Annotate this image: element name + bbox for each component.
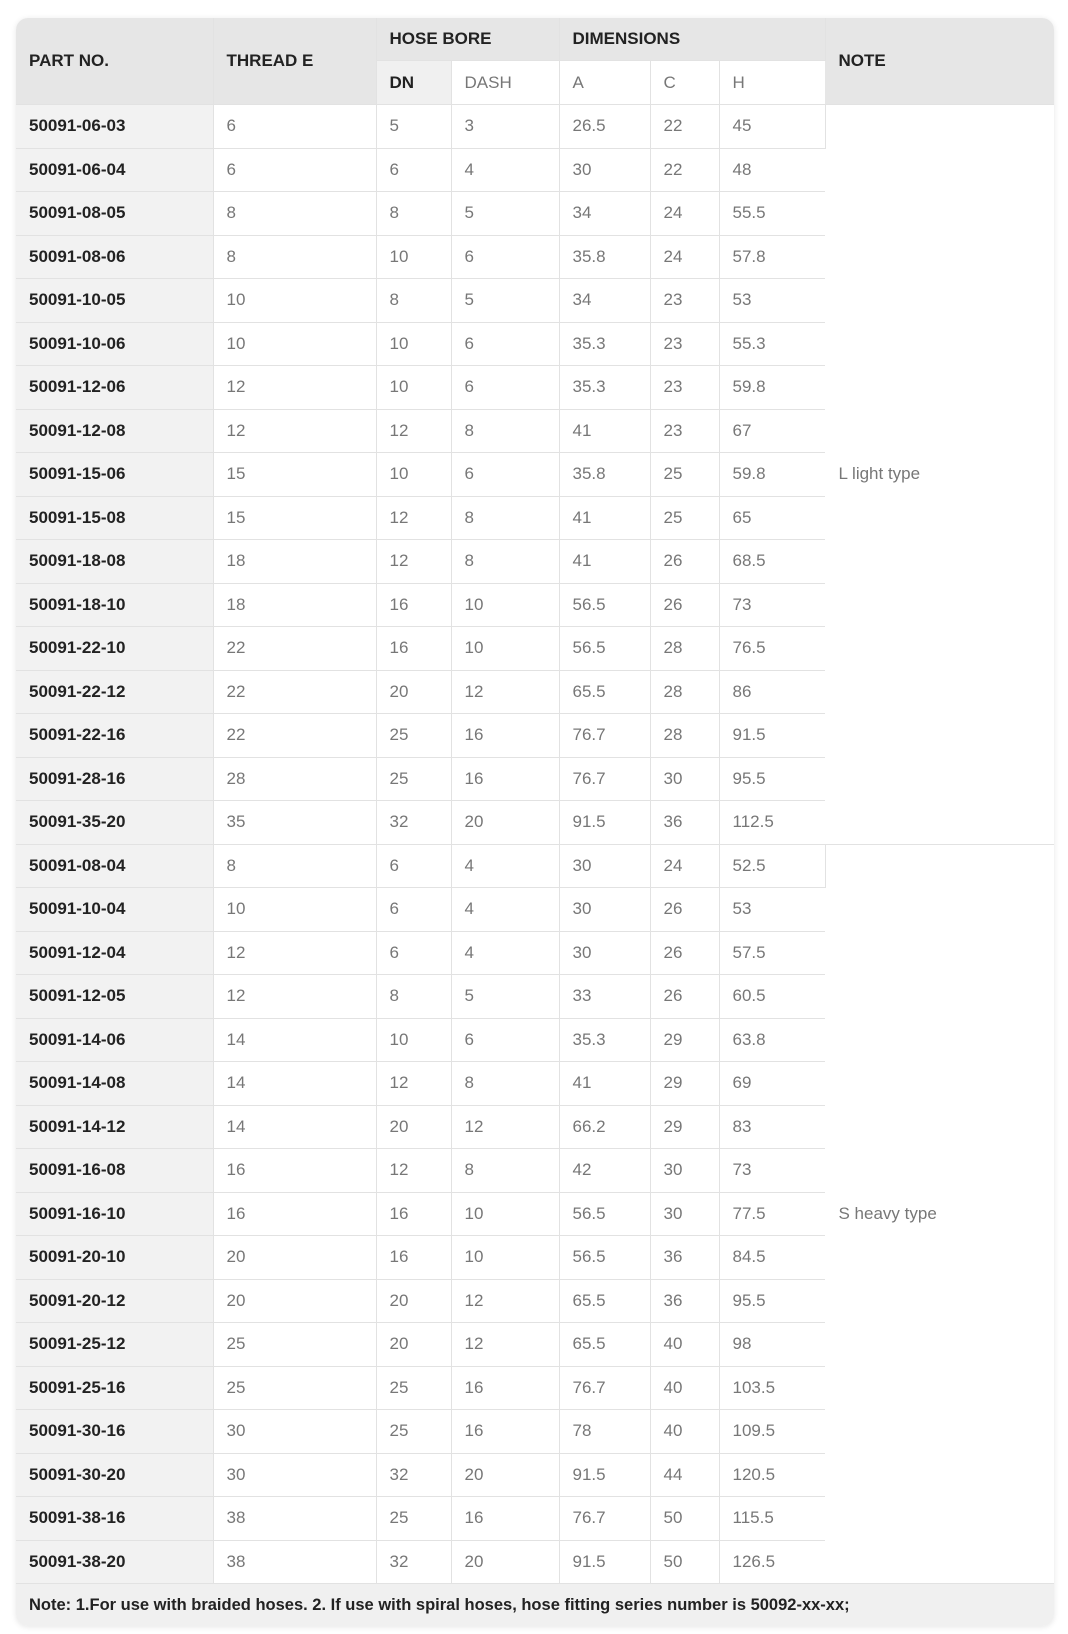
cell-dn: 6 <box>376 844 451 888</box>
cell-c: 26 <box>650 583 719 627</box>
cell-c: 29 <box>650 1018 719 1062</box>
cell-thread-e: 12 <box>213 975 376 1019</box>
cell-dash: 4 <box>451 888 559 932</box>
cell-c: 26 <box>650 975 719 1019</box>
table-row <box>16 844 1054 888</box>
cell-part-no: 50091-08-06 <box>16 235 213 279</box>
cell-a: 76.7 <box>559 757 650 801</box>
cell-thread-e: 22 <box>213 714 376 758</box>
table-header <box>16 18 1054 105</box>
cell-part-no: 50091-14-06 <box>16 1018 213 1062</box>
cell-dn: 12 <box>376 409 451 453</box>
cell-part-no: 50091-10-06 <box>16 322 213 366</box>
header-dimensions: DIMENSIONS <box>559 18 825 61</box>
cell-part-no: 50091-38-20 <box>16 1540 213 1584</box>
cell-a: 35.3 <box>559 366 650 410</box>
cell-thread-e: 6 <box>213 148 376 192</box>
cell-a: 30 <box>559 844 650 888</box>
cell-dash: 6 <box>451 322 559 366</box>
cell-dash: 4 <box>451 931 559 975</box>
cell-h: 67 <box>719 409 825 453</box>
cell-h: 53 <box>719 888 825 932</box>
cell-a: 66.2 <box>559 1105 650 1149</box>
cell-h: 95.5 <box>719 1279 825 1323</box>
cell-thread-e: 16 <box>213 1149 376 1193</box>
header-dash: DASH <box>451 61 559 105</box>
cell-c: 24 <box>650 235 719 279</box>
cell-dn: 16 <box>376 583 451 627</box>
cell-c: 28 <box>650 714 719 758</box>
cell-dash: 12 <box>451 1323 559 1367</box>
cell-dn: 10 <box>376 366 451 410</box>
cell-h: 65 <box>719 496 825 540</box>
cell-h: 91.5 <box>719 714 825 758</box>
cell-dn: 12 <box>376 496 451 540</box>
cell-part-no: 50091-20-10 <box>16 1236 213 1280</box>
cell-thread-e: 14 <box>213 1062 376 1106</box>
spec-table-card <box>16 18 1054 1626</box>
cell-dn: 32 <box>376 801 451 845</box>
cell-thread-e: 22 <box>213 670 376 714</box>
cell-c: 28 <box>650 670 719 714</box>
cell-a: 56.5 <box>559 583 650 627</box>
cell-h: 59.8 <box>719 366 825 410</box>
cell-thread-e: 8 <box>213 235 376 279</box>
cell-thread-e: 15 <box>213 496 376 540</box>
cell-a: 30 <box>559 148 650 192</box>
cell-a: 91.5 <box>559 1453 650 1497</box>
cell-dash: 12 <box>451 1279 559 1323</box>
cell-dash: 12 <box>451 1105 559 1149</box>
cell-dash: 8 <box>451 540 559 584</box>
cell-dash: 16 <box>451 1497 559 1541</box>
cell-c: 30 <box>650 757 719 801</box>
cell-dash: 8 <box>451 409 559 453</box>
table-body <box>16 105 1054 1584</box>
cell-h: 55.3 <box>719 322 825 366</box>
cell-part-no: 50091-15-08 <box>16 496 213 540</box>
cell-dash: 8 <box>451 1062 559 1106</box>
cell-a: 26.5 <box>559 105 650 149</box>
cell-thread-e: 10 <box>213 322 376 366</box>
cell-dn: 16 <box>376 1236 451 1280</box>
cell-dash: 4 <box>451 844 559 888</box>
cell-c: 36 <box>650 801 719 845</box>
cell-part-no: 50091-08-04 <box>16 844 213 888</box>
cell-h: 98 <box>719 1323 825 1367</box>
cell-part-no: 50091-25-16 <box>16 1366 213 1410</box>
cell-thread-e: 8 <box>213 192 376 236</box>
cell-dash: 10 <box>451 1192 559 1236</box>
cell-h: 48 <box>719 148 825 192</box>
cell-dash: 20 <box>451 801 559 845</box>
cell-a: 76.7 <box>559 1366 650 1410</box>
cell-c: 25 <box>650 453 719 497</box>
cell-thread-e: 25 <box>213 1323 376 1367</box>
cell-h: 55.5 <box>719 192 825 236</box>
cell-c: 24 <box>650 192 719 236</box>
cell-part-no: 50091-06-04 <box>16 148 213 192</box>
header-hose-bore: HOSE BORE <box>376 18 559 61</box>
cell-a: 30 <box>559 931 650 975</box>
cell-thread-e: 28 <box>213 757 376 801</box>
cell-thread-e: 20 <box>213 1236 376 1280</box>
cell-part-no: 50091-38-16 <box>16 1497 213 1541</box>
header-h: H <box>719 61 825 105</box>
cell-h: 77.5 <box>719 1192 825 1236</box>
cell-dn: 8 <box>376 192 451 236</box>
cell-c: 23 <box>650 366 719 410</box>
cell-c: 23 <box>650 409 719 453</box>
hose-fitting-spec-table <box>16 18 1054 1626</box>
cell-part-no: 50091-14-12 <box>16 1105 213 1149</box>
cell-note: L light type <box>825 105 1054 845</box>
cell-a: 41 <box>559 409 650 453</box>
cell-dash: 12 <box>451 670 559 714</box>
cell-dash: 16 <box>451 714 559 758</box>
cell-a: 76.7 <box>559 714 650 758</box>
cell-thread-e: 6 <box>213 105 376 149</box>
cell-part-no: 50091-12-08 <box>16 409 213 453</box>
cell-h: 120.5 <box>719 1453 825 1497</box>
cell-c: 40 <box>650 1323 719 1367</box>
cell-part-no: 50091-10-04 <box>16 888 213 932</box>
cell-a: 35.3 <box>559 322 650 366</box>
cell-thread-e: 14 <box>213 1018 376 1062</box>
cell-c: 23 <box>650 322 719 366</box>
cell-dash: 8 <box>451 1149 559 1193</box>
cell-dash: 4 <box>451 148 559 192</box>
cell-a: 78 <box>559 1410 650 1454</box>
cell-a: 65.5 <box>559 1323 650 1367</box>
cell-thread-e: 35 <box>213 801 376 845</box>
cell-thread-e: 30 <box>213 1453 376 1497</box>
cell-part-no: 50091-35-20 <box>16 801 213 845</box>
cell-dn: 5 <box>376 105 451 149</box>
cell-dash: 5 <box>451 975 559 1019</box>
cell-dn: 25 <box>376 714 451 758</box>
cell-dash: 16 <box>451 757 559 801</box>
cell-h: 115.5 <box>719 1497 825 1541</box>
cell-thread-e: 12 <box>213 366 376 410</box>
cell-dn: 10 <box>376 235 451 279</box>
cell-c: 40 <box>650 1410 719 1454</box>
cell-dash: 10 <box>451 1236 559 1280</box>
cell-a: 34 <box>559 279 650 323</box>
cell-a: 35.3 <box>559 1018 650 1062</box>
cell-h: 103.5 <box>719 1366 825 1410</box>
cell-c: 40 <box>650 1366 719 1410</box>
cell-h: 57.8 <box>719 235 825 279</box>
cell-part-no: 50091-12-06 <box>16 366 213 410</box>
cell-h: 73 <box>719 583 825 627</box>
cell-c: 23 <box>650 279 719 323</box>
cell-c: 36 <box>650 1236 719 1280</box>
cell-dash: 20 <box>451 1453 559 1497</box>
cell-a: 41 <box>559 496 650 540</box>
cell-a: 91.5 <box>559 801 650 845</box>
cell-dash: 10 <box>451 627 559 671</box>
cell-dn: 12 <box>376 1062 451 1106</box>
cell-c: 30 <box>650 1149 719 1193</box>
cell-c: 29 <box>650 1062 719 1106</box>
cell-dash: 6 <box>451 235 559 279</box>
cell-thread-e: 10 <box>213 888 376 932</box>
cell-dn: 10 <box>376 453 451 497</box>
cell-dash: 16 <box>451 1366 559 1410</box>
cell-c: 26 <box>650 888 719 932</box>
cell-part-no: 50091-12-05 <box>16 975 213 1019</box>
cell-note: S heavy type <box>825 844 1054 1584</box>
cell-dn: 20 <box>376 1323 451 1367</box>
cell-dash: 6 <box>451 453 559 497</box>
cell-a: 65.5 <box>559 1279 650 1323</box>
cell-a: 41 <box>559 1062 650 1106</box>
cell-thread-e: 8 <box>213 844 376 888</box>
cell-a: 42 <box>559 1149 650 1193</box>
cell-h: 59.8 <box>719 453 825 497</box>
cell-dash: 3 <box>451 105 559 149</box>
cell-c: 26 <box>650 540 719 584</box>
cell-h: 63.8 <box>719 1018 825 1062</box>
cell-thread-e: 18 <box>213 583 376 627</box>
cell-h: 84.5 <box>719 1236 825 1280</box>
cell-dn: 25 <box>376 1366 451 1410</box>
cell-thread-e: 38 <box>213 1540 376 1584</box>
cell-a: 35.8 <box>559 453 650 497</box>
cell-dn: 20 <box>376 1279 451 1323</box>
cell-part-no: 50091-12-04 <box>16 931 213 975</box>
header-part-no: PART NO. <box>16 18 213 105</box>
cell-c: 44 <box>650 1453 719 1497</box>
cell-a: 56.5 <box>559 1236 650 1280</box>
cell-a: 30 <box>559 888 650 932</box>
cell-dash: 5 <box>451 279 559 323</box>
cell-thread-e: 22 <box>213 627 376 671</box>
cell-dn: 16 <box>376 627 451 671</box>
cell-part-no: 50091-16-10 <box>16 1192 213 1236</box>
cell-thread-e: 14 <box>213 1105 376 1149</box>
cell-part-no: 50091-10-05 <box>16 279 213 323</box>
cell-dn: 16 <box>376 1192 451 1236</box>
cell-part-no: 50091-14-08 <box>16 1062 213 1106</box>
cell-h: 109.5 <box>719 1410 825 1454</box>
cell-thread-e: 12 <box>213 409 376 453</box>
header-a: A <box>559 61 650 105</box>
cell-part-no: 50091-06-03 <box>16 105 213 149</box>
cell-a: 56.5 <box>559 1192 650 1236</box>
cell-dash: 20 <box>451 1540 559 1584</box>
cell-c: 28 <box>650 627 719 671</box>
cell-thread-e: 10 <box>213 279 376 323</box>
cell-dash: 5 <box>451 192 559 236</box>
cell-dn: 32 <box>376 1453 451 1497</box>
cell-h: 83 <box>719 1105 825 1149</box>
cell-part-no: 50091-16-08 <box>16 1149 213 1193</box>
cell-h: 86 <box>719 670 825 714</box>
cell-dash: 16 <box>451 1410 559 1454</box>
cell-a: 35.8 <box>559 235 650 279</box>
cell-part-no: 50091-30-16 <box>16 1410 213 1454</box>
cell-part-no: 50091-22-12 <box>16 670 213 714</box>
cell-part-no: 50091-25-12 <box>16 1323 213 1367</box>
cell-a: 76.7 <box>559 1497 650 1541</box>
cell-dn: 6 <box>376 931 451 975</box>
cell-h: 76.5 <box>719 627 825 671</box>
cell-dn: 10 <box>376 322 451 366</box>
cell-thread-e: 25 <box>213 1366 376 1410</box>
cell-h: 126.5 <box>719 1540 825 1584</box>
cell-thread-e: 30 <box>213 1410 376 1454</box>
cell-dn: 32 <box>376 1540 451 1584</box>
cell-c: 36 <box>650 1279 719 1323</box>
cell-h: 112.5 <box>719 801 825 845</box>
cell-dn: 6 <box>376 888 451 932</box>
cell-dn: 12 <box>376 540 451 584</box>
cell-dn: 25 <box>376 757 451 801</box>
cell-h: 52.5 <box>719 844 825 888</box>
cell-c: 22 <box>650 105 719 149</box>
header-thread-e: THREAD E <box>213 18 376 105</box>
cell-a: 33 <box>559 975 650 1019</box>
header-note: NOTE <box>825 18 1054 105</box>
cell-c: 29 <box>650 1105 719 1149</box>
cell-h: 53 <box>719 279 825 323</box>
cell-dash: 8 <box>451 496 559 540</box>
cell-c: 26 <box>650 931 719 975</box>
cell-thread-e: 15 <box>213 453 376 497</box>
table-row <box>16 105 1054 149</box>
cell-a: 65.5 <box>559 670 650 714</box>
cell-h: 60.5 <box>719 975 825 1019</box>
cell-c: 22 <box>650 148 719 192</box>
cell-part-no: 50091-18-10 <box>16 583 213 627</box>
cell-a: 41 <box>559 540 650 584</box>
cell-dn: 8 <box>376 279 451 323</box>
cell-a: 34 <box>559 192 650 236</box>
cell-dn: 6 <box>376 148 451 192</box>
cell-part-no: 50091-28-16 <box>16 757 213 801</box>
cell-h: 69 <box>719 1062 825 1106</box>
cell-part-no: 50091-30-20 <box>16 1453 213 1497</box>
cell-dash: 10 <box>451 583 559 627</box>
cell-thread-e: 20 <box>213 1279 376 1323</box>
cell-a: 56.5 <box>559 627 650 671</box>
cell-part-no: 50091-20-12 <box>16 1279 213 1323</box>
cell-part-no: 50091-22-10 <box>16 627 213 671</box>
cell-dn: 8 <box>376 975 451 1019</box>
cell-dn: 25 <box>376 1410 451 1454</box>
cell-c: 24 <box>650 844 719 888</box>
cell-c: 50 <box>650 1540 719 1584</box>
footer-note: Note: 1.For use with braided hoses. 2. If use with spiral hoses, hose fitting series number is 50092-xx-xx; <box>16 1584 1054 1627</box>
cell-thread-e: 12 <box>213 931 376 975</box>
cell-dn: 20 <box>376 1105 451 1149</box>
cell-c: 25 <box>650 496 719 540</box>
cell-h: 68.5 <box>719 540 825 584</box>
cell-part-no: 50091-18-08 <box>16 540 213 584</box>
cell-c: 30 <box>650 1192 719 1236</box>
cell-dash: 6 <box>451 366 559 410</box>
cell-dn: 25 <box>376 1497 451 1541</box>
cell-h: 45 <box>719 105 825 149</box>
cell-c: 50 <box>650 1497 719 1541</box>
cell-part-no: 50091-08-05 <box>16 192 213 236</box>
header-dn: DN <box>376 61 451 105</box>
cell-h: 57.5 <box>719 931 825 975</box>
cell-dn: 10 <box>376 1018 451 1062</box>
cell-part-no: 50091-15-06 <box>16 453 213 497</box>
cell-thread-e: 18 <box>213 540 376 584</box>
cell-a: 91.5 <box>559 1540 650 1584</box>
cell-h: 73 <box>719 1149 825 1193</box>
cell-thread-e: 16 <box>213 1192 376 1236</box>
cell-h: 95.5 <box>719 757 825 801</box>
cell-dn: 20 <box>376 670 451 714</box>
cell-thread-e: 38 <box>213 1497 376 1541</box>
header-c: C <box>650 61 719 105</box>
cell-dn: 12 <box>376 1149 451 1193</box>
cell-dash: 6 <box>451 1018 559 1062</box>
cell-part-no: 50091-22-16 <box>16 714 213 758</box>
